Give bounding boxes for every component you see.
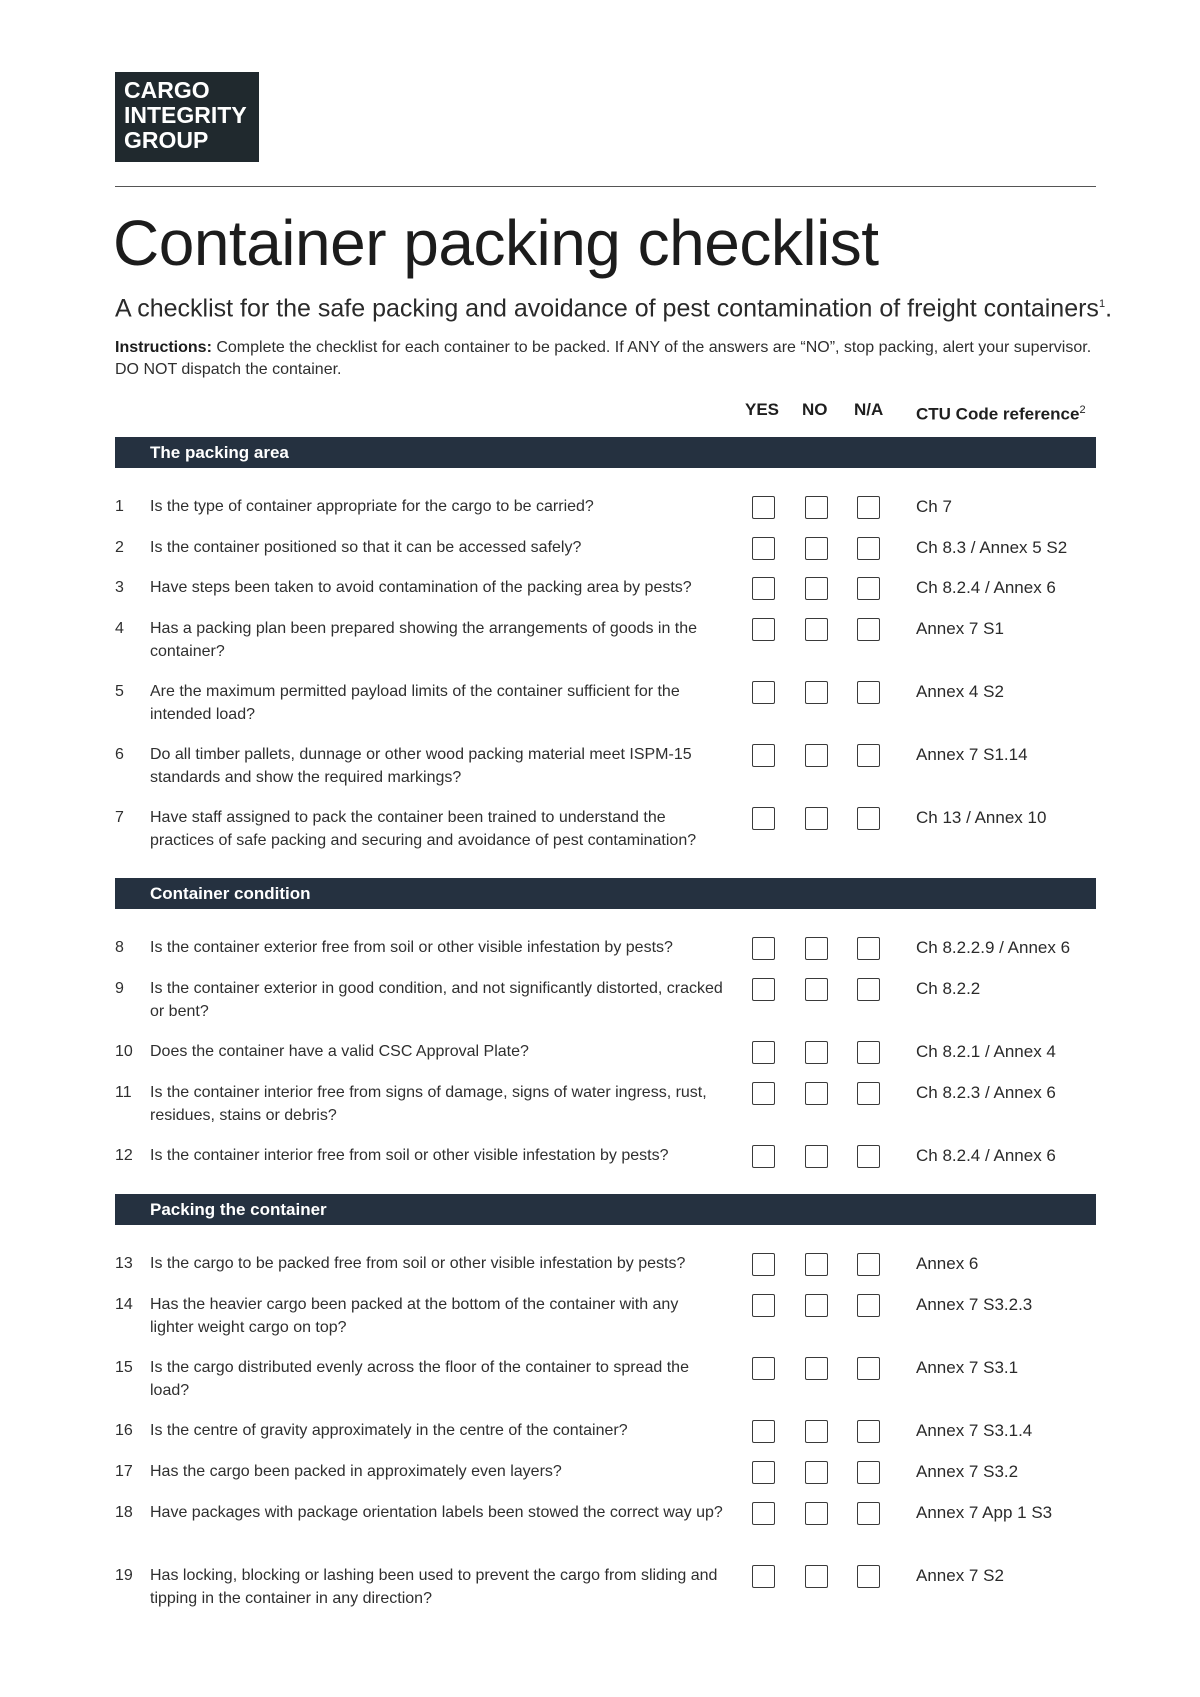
yes-checkbox[interactable]	[752, 1041, 775, 1064]
yes-checkbox[interactable]	[752, 1357, 775, 1380]
na-checkbox[interactable]	[857, 1502, 880, 1525]
question-number: 19	[115, 1567, 133, 1584]
na-checkbox[interactable]	[857, 744, 880, 767]
yes-checkbox[interactable]	[752, 807, 775, 830]
na-checkbox[interactable]	[857, 577, 880, 600]
ctu-reference: Annex 7 S3.1	[916, 1358, 1019, 1377]
subtitle-footnote-marker: 1	[1098, 298, 1106, 310]
no-checkbox[interactable]	[805, 1565, 828, 1588]
ctu-reference: Ch 7	[916, 497, 952, 516]
question-text: Have staff assigned to pack the container been trained to understand the practices of safe packing and securing and avoidance of pest contamination?	[150, 809, 697, 849]
question-number: 15	[115, 1359, 133, 1376]
no-checkbox[interactable]	[805, 681, 828, 704]
na-checkbox[interactable]	[857, 1461, 880, 1484]
subtitle-text: A checklist for the safe packing and avoidance of pest contamination of freight containers	[115, 294, 1099, 323]
ctu-reference: Ch 8.2.3 / Annex 6	[916, 1083, 1056, 1102]
ctu-footnote-marker: 2	[1079, 404, 1086, 416]
instructions-text: Complete the checklist for each container to be packed. If ANY of the answers are “NO”, stop packing, alert your supervisor. DO NOT dispatch the container.	[115, 339, 1092, 378]
no-checkbox[interactable]	[805, 496, 828, 519]
na-checkbox[interactable]	[857, 1253, 880, 1276]
logo-line-1: CARGO	[124, 77, 210, 103]
yes-checkbox[interactable]	[752, 577, 775, 600]
yes-checkbox[interactable]	[752, 496, 775, 519]
question-number: 13	[115, 1255, 133, 1272]
column-header-ctu-reference	[916, 399, 1086, 426]
company-logo	[115, 72, 259, 162]
na-checkbox[interactable]	[857, 1041, 880, 1064]
instructions-label: Instructions:	[115, 339, 212, 356]
question-text: Has a packing plan been prepared showing the arrangements of goods in the container?	[150, 620, 698, 660]
na-checkbox[interactable]	[857, 807, 880, 830]
question-number: 1	[115, 498, 124, 515]
na-checkbox[interactable]	[857, 1145, 880, 1168]
question-text: Is the container exterior in good condition, and not significantly distorted, cracked or bent?	[150, 980, 723, 1020]
no-checkbox[interactable]	[805, 744, 828, 767]
yes-checkbox[interactable]	[752, 744, 775, 767]
question-text: Is the container interior free from signs of damage, signs of water ingress, rust, residues, stains or debris?	[150, 1084, 707, 1124]
subtitle-end: .	[1105, 294, 1113, 323]
ctu-reference: Ch 8.2.2.9 / Annex 6	[916, 938, 1071, 957]
question-text: Is the centre of gravity approximately in the centre of the container?	[150, 1422, 628, 1439]
no-checkbox[interactable]	[805, 537, 828, 560]
question-number: 5	[115, 683, 124, 700]
question-number: 8	[115, 939, 124, 956]
no-checkbox[interactable]	[805, 1502, 828, 1525]
ctu-reference: Annex 7 S3.2	[916, 1462, 1019, 1481]
yes-checkbox[interactable]	[752, 618, 775, 641]
na-checkbox[interactable]	[857, 681, 880, 704]
question-text: Is the container exterior free from soil or other visible infestation by pests?	[150, 939, 673, 956]
na-checkbox[interactable]	[857, 978, 880, 1001]
na-checkbox[interactable]	[857, 1420, 880, 1443]
ctu-reference: Ch 8.2.1 / Annex 4	[916, 1042, 1056, 1061]
question-number: 4	[115, 620, 124, 637]
na-checkbox[interactable]	[857, 1294, 880, 1317]
na-checkbox[interactable]	[857, 937, 880, 960]
ctu-reference: Ch 8.3 / Annex 5 S2	[916, 538, 1068, 557]
question-number: 10	[115, 1043, 133, 1060]
question-text: Has locking, blocking or lashing been used to prevent the cargo from sliding and tipping in the container in any direction?	[150, 1567, 718, 1607]
column-header-no: NO	[802, 400, 828, 419]
yes-checkbox[interactable]	[752, 537, 775, 560]
ctu-reference: Annex 7 S3.2.3	[916, 1295, 1033, 1314]
no-checkbox[interactable]	[805, 1041, 828, 1064]
yes-checkbox[interactable]	[752, 978, 775, 1001]
no-checkbox[interactable]	[805, 1357, 828, 1380]
yes-checkbox[interactable]	[752, 1420, 775, 1443]
no-checkbox[interactable]	[805, 978, 828, 1001]
question-number: 12	[115, 1147, 133, 1164]
question-number: 6	[115, 746, 124, 763]
header-divider	[115, 186, 1096, 187]
ctu-reference: Annex 6	[916, 1254, 979, 1273]
no-checkbox[interactable]	[805, 1253, 828, 1276]
no-checkbox[interactable]	[805, 1145, 828, 1168]
question-text: Does the container have a valid CSC Approval Plate?	[150, 1043, 529, 1060]
no-checkbox[interactable]	[805, 1294, 828, 1317]
question-text: Have steps been taken to avoid contamination of the packing area by pests?	[150, 579, 692, 596]
page-subtitle	[115, 288, 1112, 324]
question-text: Is the container positioned so that it can be accessed safely?	[150, 539, 582, 556]
yes-checkbox[interactable]	[752, 1502, 775, 1525]
question-text: Has the heavier cargo been packed at the bottom of the container with any lighter weight cargo on top?	[150, 1296, 679, 1336]
question-number: 16	[115, 1422, 133, 1439]
ctu-reference: Annex 7 S2	[916, 1566, 1004, 1585]
question-text: Have packages with package orientation labels been stowed the correct way up?	[150, 1504, 723, 1521]
ctu-reference: Ch 8.2.2	[916, 979, 981, 998]
no-checkbox[interactable]	[805, 618, 828, 641]
na-checkbox[interactable]	[857, 537, 880, 560]
logo-line-3: GROUP	[124, 127, 209, 153]
no-checkbox[interactable]	[805, 807, 828, 830]
column-header-na: N/A	[854, 400, 884, 419]
yes-checkbox[interactable]	[752, 1565, 775, 1588]
yes-checkbox[interactable]	[752, 1294, 775, 1317]
ctu-reference: Annex 7 S1	[916, 619, 1004, 638]
question-number: 17	[115, 1463, 133, 1480]
question-number: 18	[115, 1504, 133, 1521]
yes-checkbox[interactable]	[752, 1082, 775, 1105]
ctu-reference: Ch 13 / Annex 10	[916, 808, 1047, 827]
na-checkbox[interactable]	[857, 618, 880, 641]
yes-checkbox[interactable]	[752, 1253, 775, 1276]
question-text: Has the cargo been packed in approximately even layers?	[150, 1463, 562, 1480]
question-text: Do all timber pallets, dunnage or other wood packing material meet ISPM-15 standards and show the required markings?	[150, 746, 692, 786]
ctu-reference: Ch 8.2.4 / Annex 6	[916, 1146, 1056, 1165]
instructions	[115, 337, 1095, 381]
question-text: Is the container interior free from soil or other visible infestation by pests?	[150, 1147, 669, 1164]
question-number: 14	[115, 1296, 133, 1313]
question-text: Are the maximum permitted payload limits of the container sufficient for the intended load?	[150, 683, 680, 723]
no-checkbox[interactable]	[805, 1420, 828, 1443]
logo-line-2: INTEGRITY	[124, 102, 247, 128]
na-checkbox[interactable]	[857, 1565, 880, 1588]
na-checkbox[interactable]	[857, 496, 880, 519]
ctu-reference: Annex 4 S2	[916, 682, 1004, 701]
page-title: Container packing checklist	[113, 207, 879, 279]
section-header: Container condition	[115, 878, 1096, 909]
section-header: The packing area	[115, 437, 1096, 468]
no-checkbox[interactable]	[805, 577, 828, 600]
question-number: 9	[115, 980, 124, 997]
question-number: 2	[115, 539, 124, 556]
ctu-reference: Ch 8.2.4 / Annex 6	[916, 578, 1056, 597]
question-number: 7	[115, 809, 124, 826]
ctu-reference: Annex 7 App 1 S3	[916, 1503, 1053, 1522]
na-checkbox[interactable]	[857, 1357, 880, 1380]
question-text: Is the type of container appropriate for the cargo to be carried?	[150, 498, 594, 515]
section-header: Packing the container	[115, 1194, 1096, 1225]
column-header-ctu-reference-label: CTU Code reference	[916, 404, 1080, 424]
ctu-reference: Annex 7 S1.14	[916, 745, 1028, 764]
yes-checkbox[interactable]	[752, 937, 775, 960]
question-text: Is the cargo to be packed free from soil or other visible infestation by pests?	[150, 1255, 686, 1272]
no-checkbox[interactable]	[805, 937, 828, 960]
question-text: Is the cargo distributed evenly across the floor of the container to spread the load?	[150, 1359, 689, 1399]
no-checkbox[interactable]	[805, 1082, 828, 1105]
na-checkbox[interactable]	[857, 1082, 880, 1105]
yes-checkbox[interactable]	[752, 681, 775, 704]
question-number: 11	[115, 1084, 132, 1101]
no-checkbox[interactable]	[805, 1461, 828, 1484]
question-number: 3	[115, 579, 124, 596]
yes-checkbox[interactable]	[752, 1145, 775, 1168]
yes-checkbox[interactable]	[752, 1461, 775, 1484]
column-header-yes: YES	[745, 400, 780, 419]
ctu-reference: Annex 7 S3.1.4	[916, 1421, 1033, 1440]
